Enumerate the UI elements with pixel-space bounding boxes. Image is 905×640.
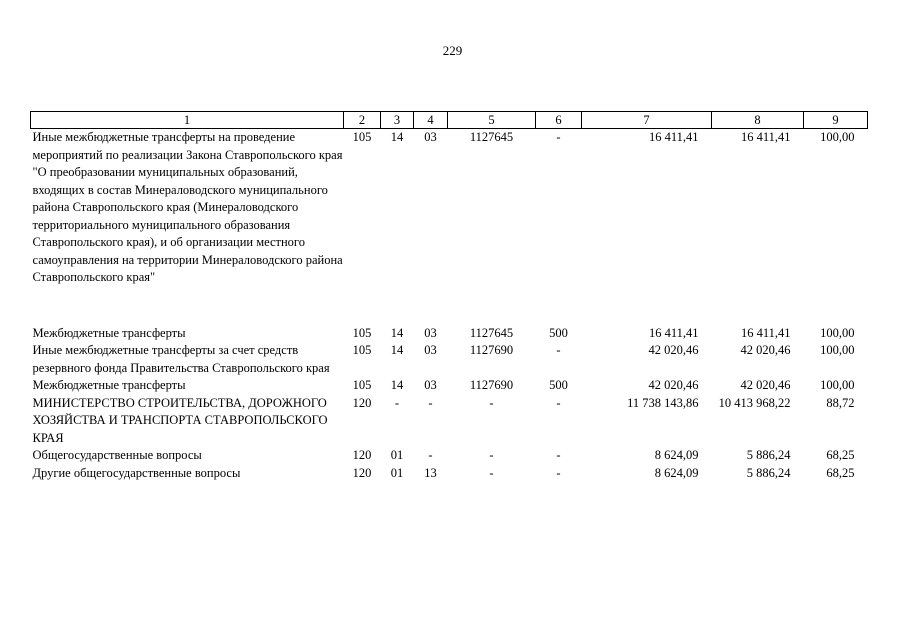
cell-col-5: 1127690 xyxy=(469,378,514,392)
cell-col-4: 03 xyxy=(424,343,437,357)
table-row xyxy=(31,465,868,483)
cell-col-4: - xyxy=(428,448,433,462)
cell-col-2: 120 xyxy=(352,448,372,462)
cell-col-4: - xyxy=(428,395,433,410)
cell-col-7: 42 020,46 xyxy=(648,378,699,392)
cell-col-9: 68,25 xyxy=(826,465,855,480)
cell-col-8: 42 020,46 xyxy=(740,343,791,357)
row-name: МИНИСТЕРСТВО СТРОИТЕЛЬСТВА, ДОРОЖНОГО ХОЗЯЙСТВА И ТРАНСПОРТА СТАВРОПОЛЬСКОГО КРАЯ xyxy=(32,395,328,445)
cell-col-9: 100,00 xyxy=(820,343,855,357)
cell-col-8: 16 411,41 xyxy=(740,325,791,340)
header-col-9: 9 xyxy=(804,112,868,129)
cell-col-8: 42 020,46 xyxy=(740,378,791,392)
cell-col-3: 01 xyxy=(390,448,404,462)
cell-col-3: 14 xyxy=(390,343,404,357)
cell-col-3: 14 xyxy=(390,130,404,144)
cell-col-4: 13 xyxy=(424,465,437,480)
cell-col-3: 14 xyxy=(390,325,404,340)
row-spacer xyxy=(31,287,868,325)
header-col-6: 6 xyxy=(536,112,582,129)
cell-col-2: 120 xyxy=(352,395,372,410)
budget-table xyxy=(30,111,868,482)
row-name: Другие общегосударственные вопросы xyxy=(32,465,241,480)
header-col-1: 1 xyxy=(31,112,344,129)
cell-col-6: - xyxy=(556,465,561,480)
cell-col-7: 11 738 143,86 xyxy=(627,395,699,410)
row-name: Межбюджетные трансферты xyxy=(32,325,186,340)
cell-col-3: 01 xyxy=(390,465,404,480)
table-row xyxy=(31,129,868,287)
cell-col-2: 105 xyxy=(352,325,372,340)
cell-col-9: 68,25 xyxy=(826,448,855,462)
header-col-8: 8 xyxy=(712,112,804,129)
cell-col-2: 105 xyxy=(352,378,372,392)
row-name: Общегосударственные вопросы xyxy=(32,448,202,462)
cell-col-5: - xyxy=(489,448,494,462)
header-col-7: 7 xyxy=(582,112,712,129)
cell-col-7: 8 624,09 xyxy=(654,465,699,480)
cell-col-7: 16 411,41 xyxy=(648,325,699,340)
cell-col-5: 1127690 xyxy=(469,343,514,357)
header-col-2: 2 xyxy=(344,112,381,129)
cell-col-2: 105 xyxy=(352,343,372,357)
cell-col-8: 5 886,24 xyxy=(746,448,791,462)
table-row xyxy=(31,395,868,448)
cell-col-4: 03 xyxy=(424,130,437,144)
table-row xyxy=(31,447,868,465)
cell-col-4: 03 xyxy=(424,325,437,340)
cell-col-3: - xyxy=(394,395,400,410)
cell-col-5: - xyxy=(489,465,494,480)
cell-col-7: 16 411,41 xyxy=(648,130,699,144)
row-name: Иные межбюджетные трансферты за счет средств резервного фонда Правительства Ставропольского края xyxy=(32,343,330,375)
cell-col-6: - xyxy=(556,395,561,410)
cell-col-7: 42 020,46 xyxy=(648,343,699,357)
cell-col-6: 500 xyxy=(549,325,568,340)
cell-col-6: - xyxy=(556,130,561,144)
header-col-5: 5 xyxy=(448,112,536,129)
row-name: Межбюджетные трансферты xyxy=(32,378,186,392)
cell-col-5: - xyxy=(489,395,494,410)
header-col-3: 3 xyxy=(381,112,414,129)
cell-col-2: 105 xyxy=(352,130,372,144)
cell-col-3: 14 xyxy=(390,378,404,392)
cell-col-5: 1127645 xyxy=(469,325,514,340)
table-row xyxy=(31,325,868,343)
cell-col-2: 120 xyxy=(352,465,372,480)
header-col-4: 4 xyxy=(414,112,448,129)
cell-col-8: 5 886,24 xyxy=(746,465,791,480)
cell-col-5: 1127645 xyxy=(469,130,514,144)
page-number: 229 xyxy=(442,43,463,58)
table-row xyxy=(31,342,868,377)
cell-col-9: 88,72 xyxy=(826,395,855,410)
cell-col-4: 03 xyxy=(424,378,437,392)
header-row xyxy=(31,112,868,129)
table-row xyxy=(31,377,868,395)
cell-col-9: 100,00 xyxy=(820,378,855,392)
cell-col-6: - xyxy=(556,448,561,462)
row-name: Иные межбюджетные трансферты на проведение мероприятий по реализации Закона Ставропольского края "О преобразовании муниципальных образований, входящих в состав Минераловодского муниципального района Ставропольского края (Минераловодского территориального муниципального образования Ставропольского края), и об организации местного самоуправления на территории Минераловодского района Ставропольского края" xyxy=(32,130,343,284)
cell-col-6: - xyxy=(556,343,561,357)
cell-col-6: 500 xyxy=(549,378,568,392)
cell-col-7: 8 624,09 xyxy=(654,448,699,462)
cell-col-9: 100,00 xyxy=(820,130,855,144)
cell-col-8: 16 411,41 xyxy=(740,130,791,144)
cell-col-9: 100,00 xyxy=(820,325,855,340)
cell-col-8: 10 413 968,22 xyxy=(718,395,791,410)
